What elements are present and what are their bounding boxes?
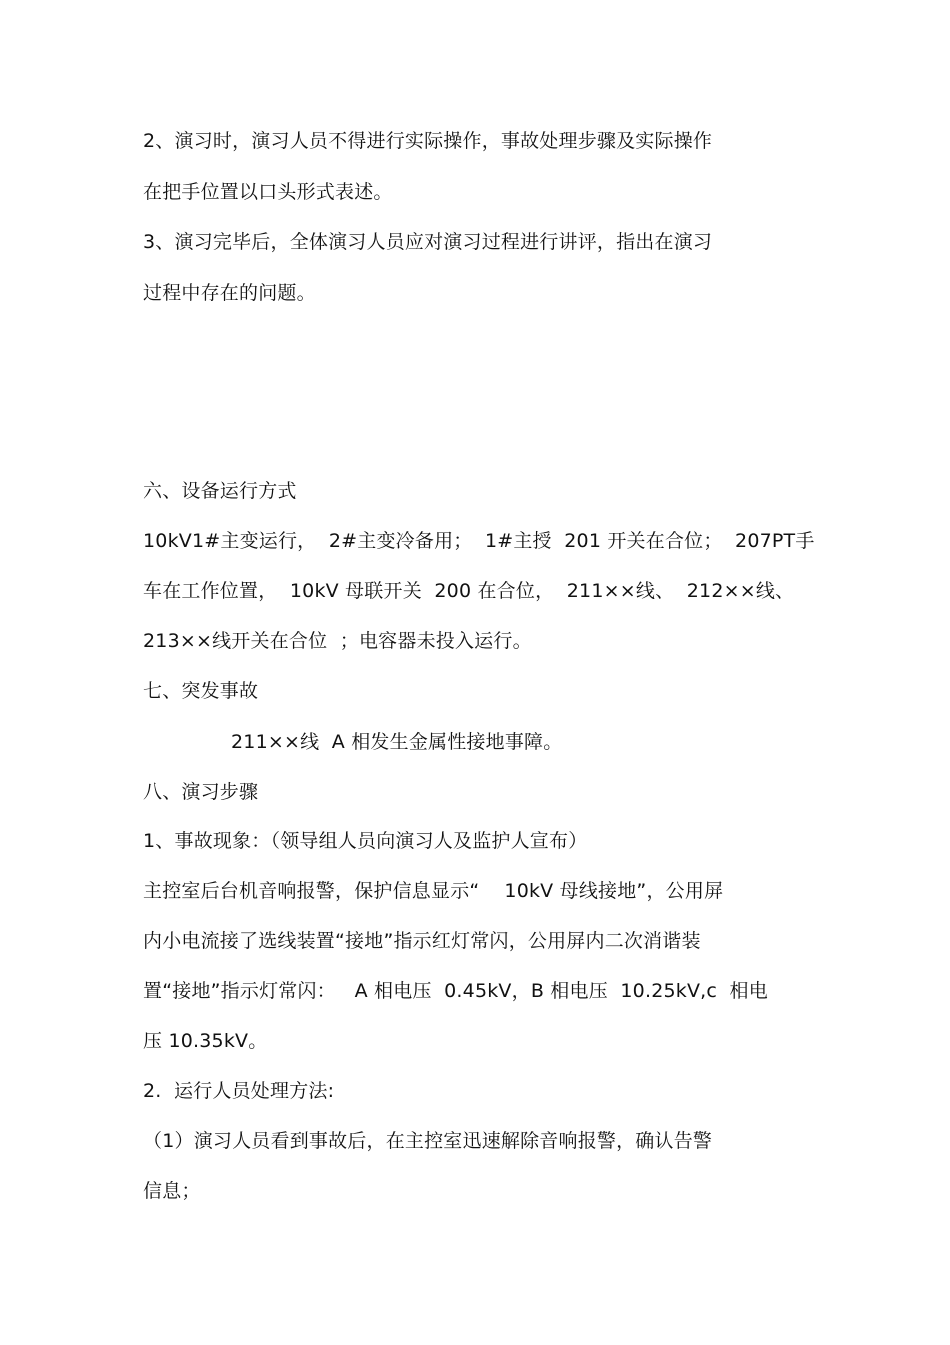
section-heading: 七、突发事故 — [143, 680, 259, 702]
paragraph-line: 2. 运行人员处理方法: — [143, 1080, 335, 1102]
paragraph-line: 压 10.35kV。 — [143, 1030, 268, 1052]
paragraph-line: 10kV1#主变运行， 2#主变冷备用； 1#主授 201 开关在合位； 207PT手 — [143, 530, 815, 552]
section-heading: 八、演习步骤 — [143, 781, 259, 803]
paragraph-line: 在把手位置以口头形式表述。 — [143, 181, 393, 203]
paragraph-line: 3、演习完毕后，全体演习人员应对演习过程进行讲评，指出在演习 — [143, 231, 713, 253]
paragraph-line: 内小电流接了选线装置“接地”指示红灯常闪，公用屏内二次消谐装 — [143, 930, 701, 952]
paragraph-line: （1）演习人员看到事故后，在主控室迅速解除音响报警，确认告警 — [143, 1130, 713, 1152]
paragraph-line: 211××线 A 相发生金属性接地事障。 — [231, 731, 563, 753]
section-heading: 六、设备运行方式 — [143, 480, 297, 502]
paragraph-line: 过程中存在的问题。 — [143, 282, 316, 304]
paragraph-line: 2、演习时，演习人员不得进行实际操作，事故处理步骤及实际操作 — [143, 130, 713, 152]
paragraph-line: 信息； — [143, 1180, 201, 1202]
paragraph-line: 置“接地”指示灯常闪： A 相电压 0.45kV，B 相电压 10.25kV,c 相电 — [143, 980, 768, 1002]
paragraph-line: 车在工作位置， 10kV 母联开关 200 在合位， 211××线、 212××线、 — [143, 580, 795, 602]
paragraph-line: 213××线开关在合位 ；电容器未投入运行。 — [143, 630, 532, 652]
paragraph-line: 1、事故现象：（领导组人员向演习人及监护人宣布） — [143, 830, 588, 852]
paragraph-line: 主控室后台机音响报警，保护信息显示“ 10kV 母线接地”，公用屏 — [143, 880, 724, 902]
